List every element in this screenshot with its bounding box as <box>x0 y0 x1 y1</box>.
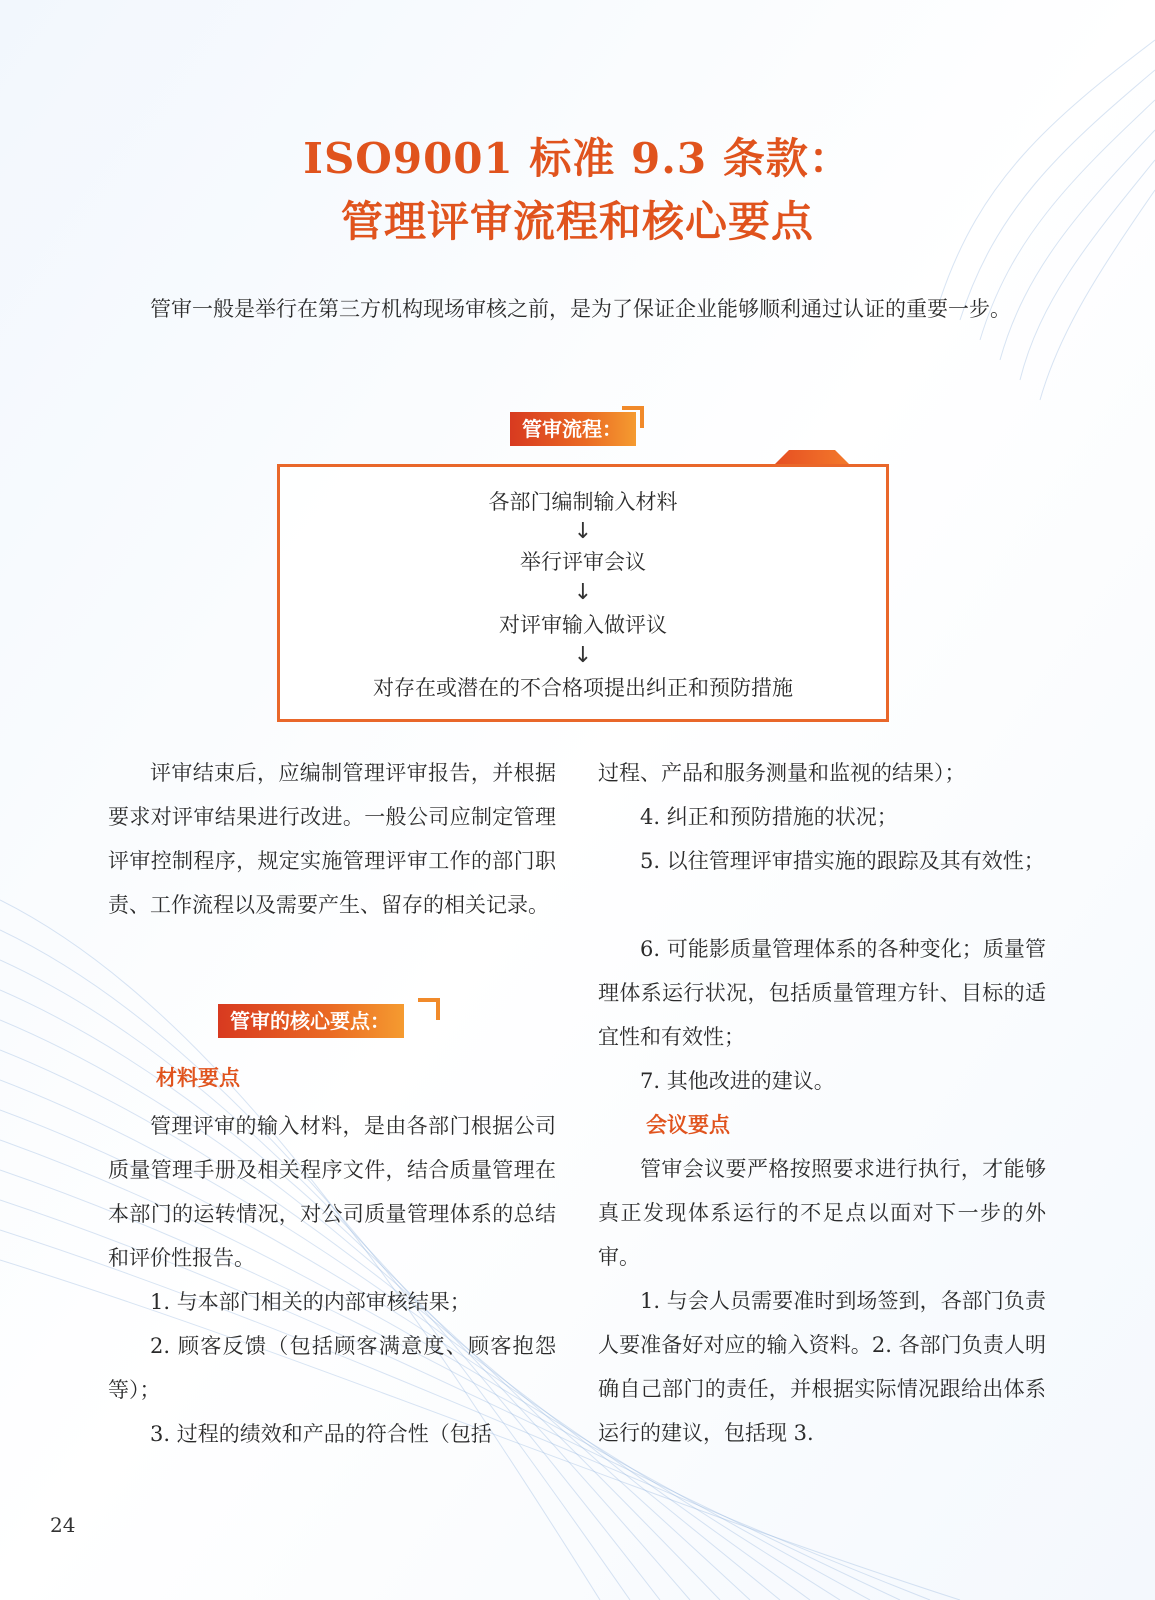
page-number: 24 <box>50 1513 76 1537</box>
list-item-4: 4. 纠正和预防措施的状况； <box>640 805 898 829</box>
meeting-items: 1. 与会人员需要准时到场签到，各部门负责人要准备好对应的输入资料。2. 各部门负责人明确自己部门的责任，并根据实际情况跟给出体系运行的建议，包括现 3. <box>598 1289 1046 1445</box>
flow-step-3: 对评审输入做评议 <box>499 613 667 637</box>
meeting-heading: 会议要点 <box>646 1113 730 1137</box>
flow-section-tag <box>510 412 640 450</box>
flow-chart-box <box>277 464 889 722</box>
arrow-down-icon: ↓ <box>573 643 593 668</box>
flow-box-tab-decoration <box>775 450 849 464</box>
arrow-down-icon: ↓ <box>573 580 593 605</box>
report-paragraph: 评审结束后，应编制管理评审报告，并根据要求对评审结果进行改进。一般公司应制定管理评审控制程序，规定实施管理评审工作的部门职责、工作流程以及需要产生、留存的相关记录。 <box>108 761 556 917</box>
list-item-3-continued: 过程、产品和服务测量和监视的结果）； <box>598 761 966 785</box>
material-paragraph: 管理评审的输入材料，是由各部门根据公司质量管理手册及相关程序文件，结合质量管理在本部门的运转情况，对公司质量管理体系的总结和评价性报告。 <box>108 1114 556 1270</box>
list-item-1: 1. 与本部门相关的内部审核结果； <box>150 1290 471 1314</box>
intro-paragraph: 管审一般是举行在第三方机构现场审核之前，是为了保证企业能够顺利通过认证的重要一步。 <box>150 297 1011 321</box>
list-item-3: 3. 过程的绩效和产品的符合性（包括 <box>150 1422 492 1446</box>
page-title-line2: 管理评审流程和核心要点 <box>340 197 814 246</box>
tag-corner-decoration <box>418 998 440 1020</box>
flow-section-tag-label: 管审流程： <box>510 412 636 446</box>
core-points-tag <box>218 1004 438 1042</box>
flow-step-4: 对存在或潜在的不合格项提出纠正和预防措施 <box>373 676 793 700</box>
flow-step-1: 各部门编制输入材料 <box>488 490 678 514</box>
list-item-7: 7. 其他改进的建议。 <box>640 1069 835 1093</box>
meeting-paragraph: 管审会议要严格按照要求进行执行，才能够真正发现体系运行的不足点以面对下一步的外审。 <box>598 1157 1046 1269</box>
material-heading: 材料要点 <box>156 1066 240 1090</box>
list-item-5: 5. 以往管理评审措实施的跟踪及其有效性； <box>640 849 1045 873</box>
core-points-tag-label: 管审的核心要点： <box>218 1004 404 1038</box>
list-item-2: 2. 顾客反馈（包括顾客满意度、顾客抱怨等）； <box>108 1334 556 1402</box>
list-item-6: 6. 可能影质量管理体系的各种变化；质量管理体系运行状况，包括质量管理方针、目标的适宜性和有效性； <box>598 937 1046 1049</box>
flow-step-2: 举行评审会议 <box>520 550 646 574</box>
arrow-down-icon: ↓ <box>573 519 593 544</box>
page-title-line1: ISO9001 标准 9.3 条款： <box>303 134 852 183</box>
